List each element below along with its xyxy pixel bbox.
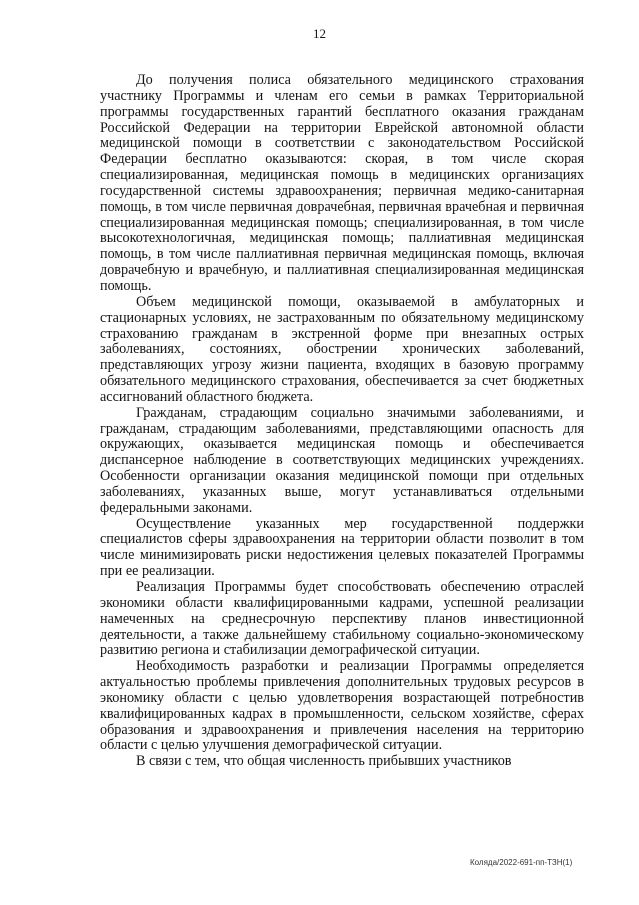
document-body [100,73,584,770]
footer-document-code: Коляда/2022-691-пп-ТЗН(1) [470,858,573,867]
paragraph-policy-coverage: До получения полиса обязательного медицинского страхования участнику Программы и членам его семьи в рамках Территориальной программы государственных гарантий бесплатного оказания гражданам Российской Федерации на территории Еврейской автономной области медицинской помощи в соответствии с законодательством Российской Федерации бесплатно оказываются: скорая, в том числе скорая специализированная, медицинская помощь в медицинских организациях государственной системы здравоохранения; первичная медико-санитарная помощь, в том числе первичная доврачебная, первичная врачебная и первичная специализированная медицинская помощь; специализированная, в том числе высокотехнологичная, медицинская помощь; паллиативная медицинская помощь, в том числе паллиативная первичная медицинская помощь, включая доврачебную и врачебную, и паллиативная специализированная медицинская помощь. [100,72,584,294]
paragraph-uninsured-emergency-care: Объем медицинской помощи, оказываемой в амбулаторных и стационарных условиях, не застрахованным по обязательному медицинскому страхованию гражданам в экстренной форме при внезапных острых заболеваниях, состояниях, обострении хронических заболеваний, представляющих угрозу жизни пациента, входящих в базовую программу обязательного медицинского страхования, обеспечивается за счет бюджетных ассигнований областного бюджета. [100,293,584,405]
paragraph-program-necessity: Необходимость разработки и реализации Программы определяется актуальностью проблемы привлечения дополнительных трудовых ресурсов в экономику области с целью удовлетворения возрастающей потребностив квалифицированных кадрах в промышленности, сельском хозяйстве, сферах образования и здравоохранения и привлечения населения на территорию области с целью улучшения демографической ситуации. [100,658,584,754]
page-number: 12 [313,26,326,41]
paragraph-state-support-measures: Осуществление указанных мер государственной поддержки специалистов сферы здравоохранения на территории области позволит в том числе минимизировать риски недостижения целевых показателей Программы при ее реализации. [100,515,584,580]
paragraph-arrivals-count: В связи с тем, что общая численность прибывших участников [136,753,512,770]
paragraph-program-implementation: Реализация Программы будет способствовать обеспечению отраслей экономики области квалифицированными кадрами, успешной реализации намеченных на среднесрочную перспективу планов инвестиционной деятельности, а также дальнейшему стабильному социально-экономическому развитию региона и стабилизации демографической ситуации. [100,579,584,659]
paragraph-socially-significant-diseases: Гражданам, страдающим социально значимыми заболеваниями, и гражданам, страдающим заболеваниями, представляющими опасность для окружающих, оказывается медицинская помощь и обеспечивается диспансерное наблюдение в соответствующих медицинских учреждениях. Особенности организации оказания медицинской помощи при отдельных заболеваниях, указанных выше, могут устанавливаться отдельными федеральными законами. [100,404,584,516]
